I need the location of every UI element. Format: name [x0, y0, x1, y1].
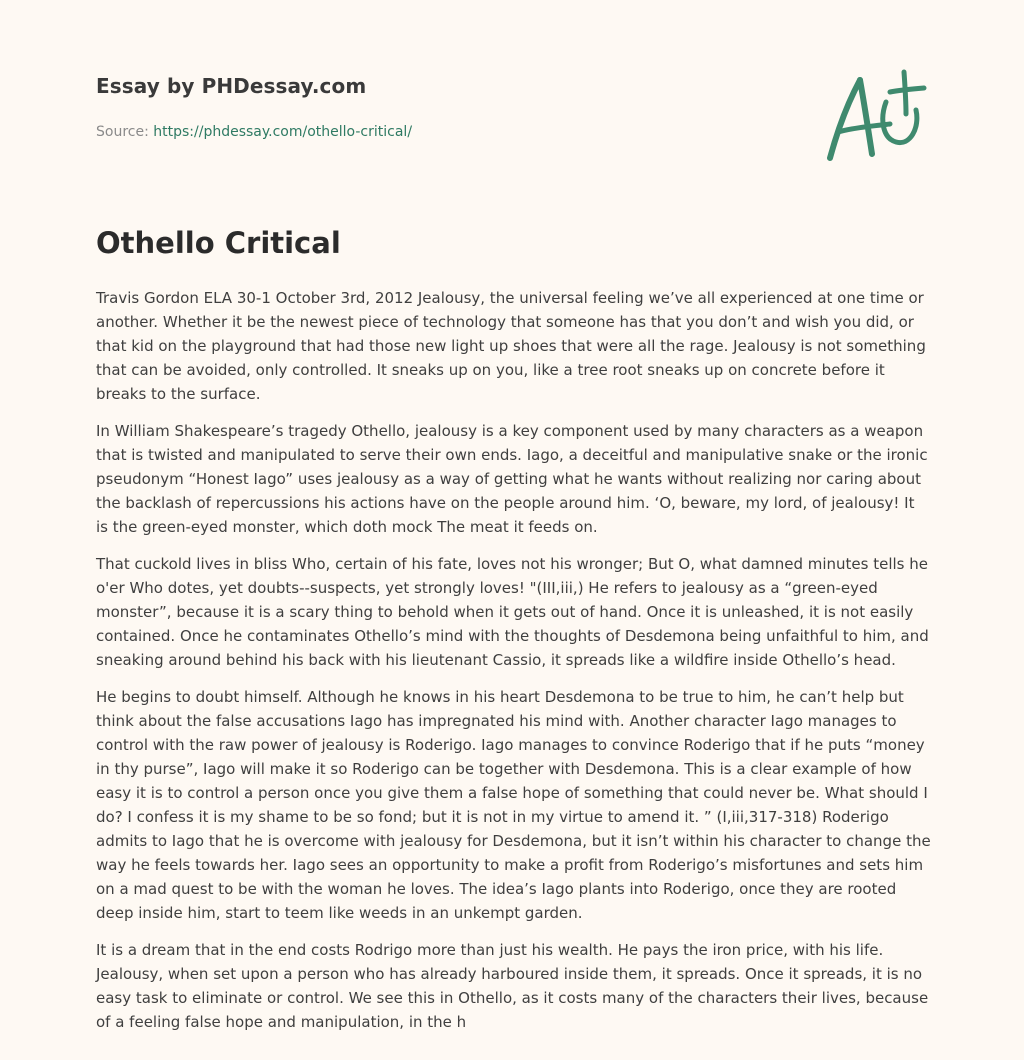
source-label: Source:	[96, 124, 154, 140]
essay-body	[96, 286, 931, 1047]
a-plus-grade-icon	[820, 66, 930, 166]
site-brand: Essay by PHDessay.com	[96, 74, 367, 98]
essay-paragraph: In William Shakespeare’s tragedy Othello, jealousy is a key component used by many characters as a weapon that is twisted and manipulated to serve their own ends. Iago, a deceitful and manipulative snake or the ironic pseudonym “Honest Iago” uses jealousy as a way of getting what he wants without realizing nor caring about the backlash of repercussions his actions have on the people around him. ‘O, beware, my lord, of jealousy! It is the green-eyed monster, which doth mock The meat it feeds on.	[96, 422, 928, 536]
essay-paragraph: He begins to doubt himself. Although he knows in his heart Desdemona to be true to him, he can’t help but think about the false accusations Iago has impregnated his mind with. Another character Iago manages to control with the raw power of jealousy is Roderigo. Iago manages to convince Roderigo that if he puts “money in thy purse”, Iago will make it so Roderigo can be together with Desdemona. This is a clear example of how easy it is to control a person once you give them a false hope of something that could never be. What should I do? I confess it is my shame to be so fond; but it is not in my virtue to amend it. ” (I,iii,317-318) Roderigo admits to Iago that he is overcome with jealousy for Desdemona, but it isn’t within his character to change the way he feels towards her. Iago sees an opportunity to make a profit from Roderigo’s misfortunes and sets him on a mad quest to be with the woman he loves. The idea’s Iago plants into Roderigo, once they are rooted deep inside him, start to teem like weeds in an unkempt garden.	[96, 688, 931, 922]
essay-paragraph: It is a dream that in the end costs Rodrigo more than just his wealth. He pays the iron price, with his life. Jealousy, when set upon a person who has already harboured inside them, it spreads. Once it spreads, it is no easy task to eliminate or control. We see this in Othello, as it costs many of the characters their lives, because of a feeling false hope and manipulation, in the h	[96, 941, 929, 1031]
essay-title: Othello Critical	[96, 226, 341, 260]
essay-paragraph: That cuckold lives in bliss Who, certain of his fate, loves not his wronger; But O, what damned minutes tells he o'er Who dotes, yet doubts--suspects, yet strongly loves! "(III,iii,) He refers to jealousy as a “green-eyed monster”, because it is a scary thing to behold when it gets out of hand. Once it is unleashed, it is not easily contained. Once he contaminates Othello’s mind with the thoughts of Desdemona being unfaithful to him, and sneaking around behind his back with his lieutenant Cassio, it spreads like a wildfire inside Othello’s head.	[96, 555, 929, 669]
source-link[interactable]: https://phdessay.com/othello-critical/	[153, 124, 413, 140]
essay-paragraph: Travis Gordon ELA 30-1 October 3rd, 2012 Jealousy, the universal feeling we’ve all experienced at one time or another. Whether it be the newest piece of technology that someone has that you don’t and wish you did, or that kid on the playground that had those new light up shoes that were all the rage. Jealousy is not something that can be avoided, only controlled. It sneaks up on you, like a tree root sneaks up on concrete before it breaks to the surface.	[96, 289, 926, 403]
source-line	[96, 124, 412, 140]
